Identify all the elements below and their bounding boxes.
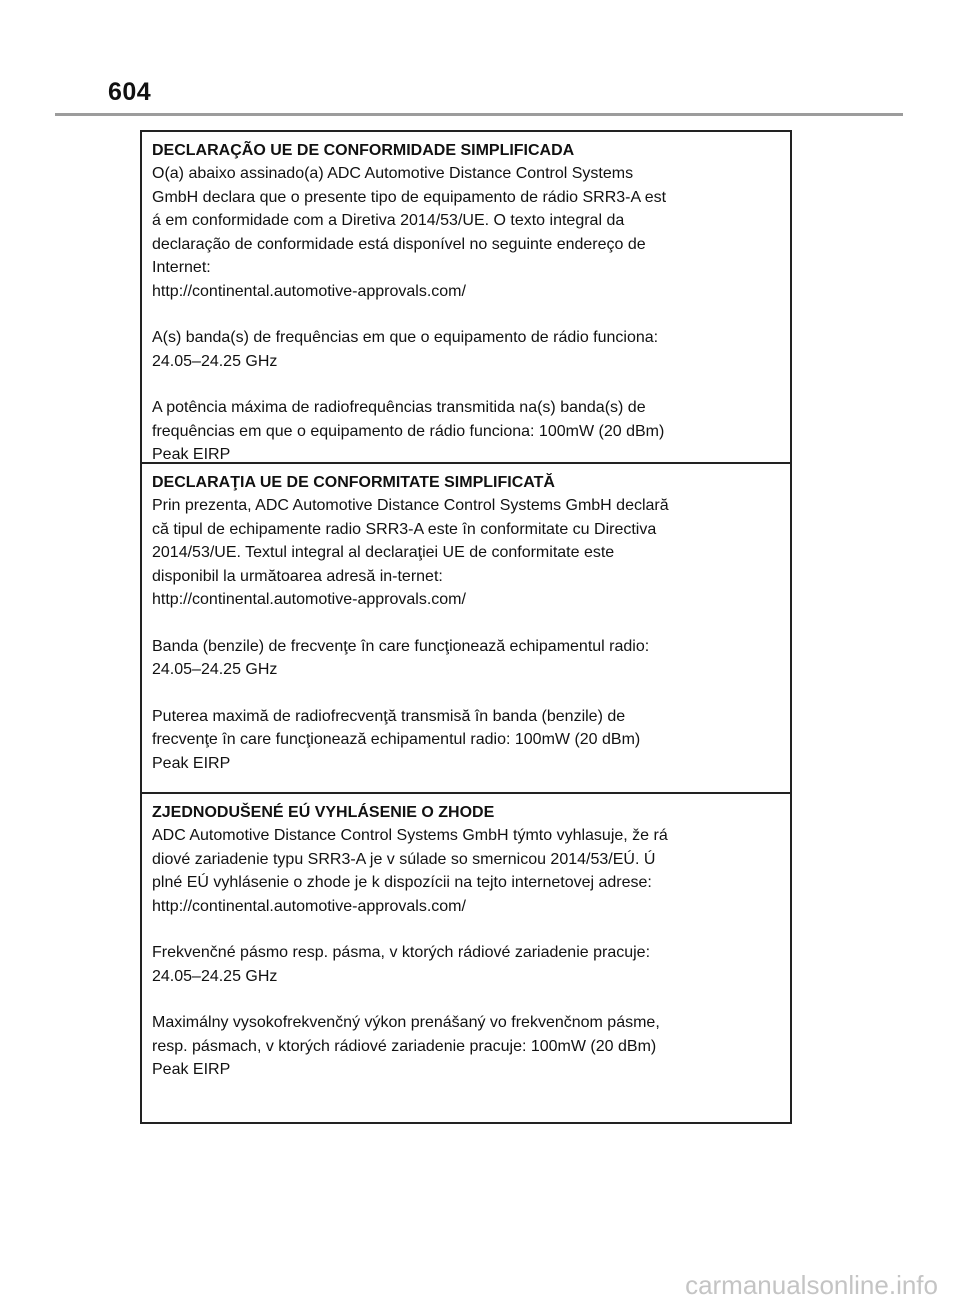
- frequency-line: 24.05–24.25 GHz: [152, 967, 278, 985]
- paragraph-gap: [152, 682, 780, 705]
- text-line: Internet:: [152, 259, 211, 276]
- declaration-section-pt: [142, 132, 790, 462]
- text-line: ADC Automotive Distance Control Systems GmbH týmto vyhlasuje, že rá: [152, 827, 668, 844]
- text-line: Prin prezenta, ADC Automotive Distance Control Systems GmbH declară: [152, 497, 669, 514]
- text-line: frequências em que o equipamento de rádio funciona: 100mW (20 dBm): [152, 422, 665, 440]
- text-line: á em conformidade com a Diretiva 2014/53/UE. O texto integral da: [152, 212, 625, 229]
- text-line: A potência máxima de radiofrequências transmitida na(s) banda(s) de: [152, 399, 646, 416]
- text-line: plné EÚ vyhlásenie o zhode je k dispozícii na tejto internetovej adrese:: [152, 874, 652, 891]
- header-rule: [55, 113, 903, 116]
- paragraph-gap: [152, 918, 780, 941]
- page-number: 604: [108, 78, 152, 106]
- text-line: diové zariadenie typu SRR3-A je v súlade so smernicou 2014/53/EÚ. Ú: [152, 850, 656, 868]
- text-line: Frekvenčné pásmo resp. pásma, v ktorých rádiové zariadenie pracuje:: [152, 944, 651, 961]
- text-line: că tipul de echipamente radio SRR3-A este în conformitate cu Directiva: [152, 520, 657, 538]
- text-line: Peak EIRP: [152, 446, 231, 462]
- section-title: DECLARAŢIA UE DE CONFORMITATE SIMPLIFICATĂ: [152, 474, 555, 491]
- declaration-section-ro: [142, 462, 790, 792]
- paragraph-gap: [152, 303, 780, 326]
- text-line: GmbH declara que o presente tipo de equipamento de rádio SRR3-A est: [152, 188, 667, 206]
- text-line: Maximálny vysokofrekvenčný výkon prenášaný vo frekvenčnom pásme,: [152, 1014, 660, 1031]
- text-line: resp. pásmach, v ktorých rádiové zariadenie pracuje: 100mW (20 dBm): [152, 1037, 657, 1055]
- frequency-line: 24.05–24.25 GHz: [152, 352, 278, 370]
- declaration-table: [140, 130, 792, 1124]
- text-line: Puterea maximă de radiofrecvenţă transmisă în banda (benzile) de: [152, 707, 626, 725]
- text-line: Banda (benzile) de frecvenţe în care funcţionează echipamentul radio:: [152, 637, 650, 655]
- url-line: http://continental.automotive-approvals.com/: [152, 897, 466, 915]
- text-line: A(s) banda(s) de frequências em que o equipamento de rádio funciona:: [152, 329, 659, 346]
- paragraph-gap: [152, 612, 780, 635]
- paragraph-gap: [152, 988, 780, 1011]
- frequency-line: 24.05–24.25 GHz: [152, 661, 278, 678]
- url-line: http://continental.automotive-approvals.com/: [152, 591, 466, 608]
- text-line: Peak EIRP: [152, 754, 231, 772]
- paragraph-gap: [152, 373, 780, 396]
- section-title: ZJEDNODUŠENÉ EÚ VYHLÁSENIE O ZHODE: [152, 804, 495, 821]
- text-line: 2014/53/UE. Textul integral al declaraţiei UE de conformitate este: [152, 544, 615, 561]
- section-title: DECLARAÇÃO UE DE CONFORMIDADE SIMPLIFICADA: [152, 142, 575, 159]
- text-line: O(a) abaixo assinado(a) ADC Automotive Distance Control Systems: [152, 165, 634, 182]
- text-line: disponibil la următoarea adresă in-ternet:: [152, 567, 443, 585]
- watermark-text: carmanualsonline.info: [685, 1270, 938, 1300]
- declaration-section-sk: [142, 792, 790, 1122]
- text-line: declaração de conformidade está disponível no seguinte endereço de: [152, 235, 646, 253]
- url-line: http://continental.automotive-approvals.com/: [152, 282, 466, 300]
- text-line: frecvenţe în care funcţionează echipamentul radio: 100mW (20 dBm): [152, 731, 641, 748]
- text-line: Peak EIRP: [152, 1061, 231, 1078]
